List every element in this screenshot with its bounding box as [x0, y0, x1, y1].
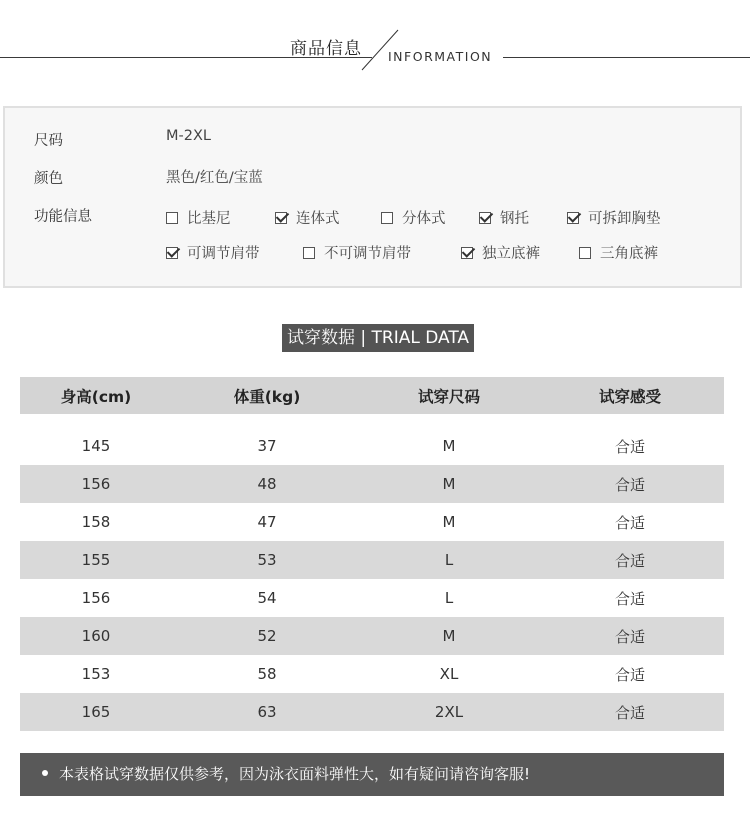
- checkbox-icon: [275, 212, 287, 224]
- product-info-panel: [3, 106, 742, 288]
- table-cell: 合适: [614, 703, 645, 722]
- checkbox-icon: [166, 212, 178, 224]
- table-cell: 合适: [614, 475, 645, 494]
- feature-option: [579, 242, 658, 263]
- feature-option-label: 可拆卸胸垫: [588, 211, 661, 227]
- column-header: 体重(kg): [233, 387, 301, 406]
- table-cell: M: [442, 475, 456, 493]
- table-cell: 2XL: [434, 703, 464, 721]
- table-cell: 54: [257, 589, 277, 607]
- table-cell: 合适: [614, 589, 645, 608]
- table-cell: 合适: [614, 437, 645, 456]
- size-label: 尺码: [34, 133, 63, 149]
- table-cell: M: [442, 513, 456, 531]
- feature-option-label: 连体式: [296, 211, 340, 227]
- table-cell: XL: [439, 665, 459, 683]
- table-row: [20, 655, 724, 693]
- feature-option-label: 钢托: [500, 211, 529, 227]
- table-cell: L: [444, 551, 454, 569]
- table-row: [20, 503, 724, 541]
- table-cell: 145: [81, 437, 111, 455]
- header-line-right: [503, 57, 750, 58]
- trial-data-title: 试穿数据 | TRIAL DATA: [282, 324, 474, 352]
- table-cell: 156: [81, 589, 111, 607]
- table-cell: 63: [257, 703, 277, 721]
- table-cell: 156: [81, 475, 111, 493]
- feature-option-label: 可调节肩带: [187, 246, 260, 262]
- feature-option-label: 独立底裤: [482, 246, 540, 262]
- feature-label: 功能信息: [34, 209, 92, 225]
- size-value: M-2XL: [166, 128, 211, 144]
- feature-option: [303, 242, 411, 263]
- table-cell: 合适: [614, 513, 645, 532]
- table-cell: 52: [257, 627, 277, 645]
- feature-option: [166, 242, 260, 263]
- feature-option: [479, 207, 529, 228]
- table-row: [20, 541, 724, 579]
- table-header-row: [20, 377, 724, 414]
- table-cell: 153: [81, 665, 111, 683]
- table-cell: M: [442, 437, 456, 455]
- table-row: [20, 617, 724, 655]
- bullet-icon: [42, 770, 48, 776]
- table-cell: 58: [257, 665, 277, 683]
- feature-option-label: 比基尼: [187, 211, 231, 227]
- table-cell: 合适: [614, 627, 645, 646]
- table-cell: 合适: [614, 551, 645, 570]
- section-title-en: INFORMATION: [388, 49, 493, 64]
- feature-option-label: 分体式: [402, 211, 446, 227]
- table-cell: L: [444, 589, 454, 607]
- table-cell: 47: [257, 513, 277, 531]
- table-cell: 155: [81, 551, 111, 569]
- feature-option: [567, 207, 661, 228]
- table-row: [20, 427, 724, 465]
- note-banner: [20, 753, 724, 796]
- checkbox-icon: [303, 247, 315, 259]
- section-title-cn: 商品信息: [290, 39, 362, 59]
- table-cell: 165: [81, 703, 111, 721]
- feature-option-label: 三角底裤: [600, 246, 658, 262]
- feature-option: [275, 207, 340, 228]
- feature-option: [381, 207, 446, 228]
- column-header: 试穿尺码: [417, 387, 480, 406]
- table-cell: 合适: [614, 665, 645, 684]
- table-cell: 158: [81, 513, 111, 531]
- color-value: 黑色/红色/宝蓝: [166, 170, 263, 186]
- feature-option-label: 不可调节肩带: [324, 246, 411, 262]
- table-cell: M: [442, 627, 456, 645]
- checkbox-icon: [479, 212, 491, 224]
- table-cell: 37: [257, 437, 277, 455]
- column-header: 身高(cm): [60, 387, 132, 406]
- table-row: [20, 465, 724, 503]
- checkbox-icon: [381, 212, 393, 224]
- table-cell: 48: [257, 475, 277, 493]
- color-label: 颜色: [34, 171, 63, 187]
- checkbox-icon: [166, 247, 178, 259]
- table-cell: 53: [257, 551, 277, 569]
- table-cell: 160: [81, 627, 111, 645]
- table-row: [20, 579, 724, 617]
- note-text: 本表格试穿数据仅供参考，因为泳衣面料弹性大，如有疑问请咨询客服!: [59, 765, 531, 783]
- trial-data-table: [20, 377, 724, 731]
- checkbox-icon: [579, 247, 591, 259]
- table-row: [20, 693, 724, 731]
- column-header: 试穿感受: [598, 387, 661, 406]
- checkbox-icon: [567, 212, 579, 224]
- feature-option: [166, 207, 231, 228]
- checkbox-icon: [461, 247, 473, 259]
- feature-option: [461, 242, 540, 263]
